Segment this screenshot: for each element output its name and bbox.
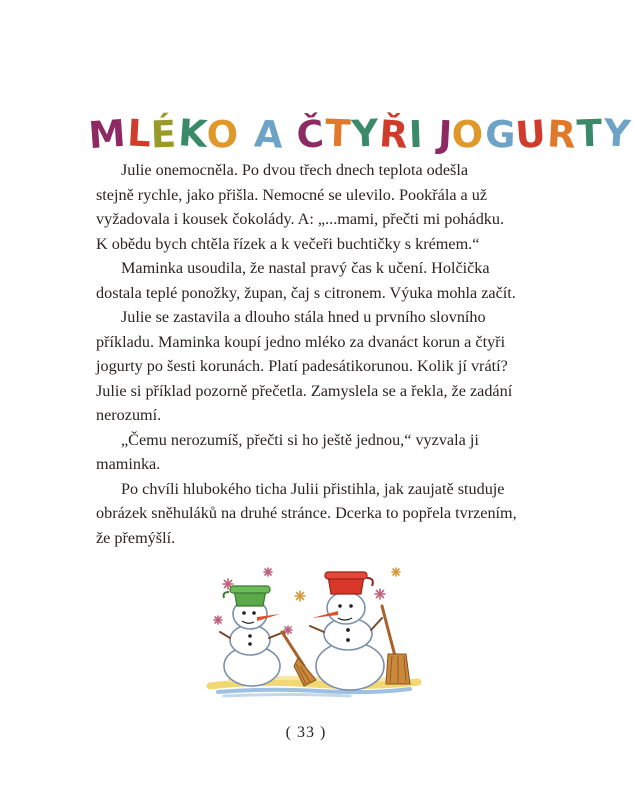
title-letter	[424, 111, 438, 159]
right-snowman	[310, 572, 410, 690]
title-letter: I	[408, 112, 425, 157]
title-letter: G	[484, 112, 518, 157]
title-letter: J	[436, 112, 454, 157]
title-letter: Y	[350, 111, 381, 156]
title-letter	[240, 111, 254, 159]
title-letter: É	[150, 112, 179, 157]
title-letter: O	[205, 111, 241, 157]
title-letter: L	[126, 111, 153, 156]
text-line: obrázek sněhuláků na druhé stránce. Dcerka to popřela tvrzením,	[96, 504, 517, 522]
paragraph	[96, 428, 526, 477]
chapter-title	[87, 110, 633, 159]
title-letter: Y	[602, 110, 633, 156]
text-line: dostala teplé ponožky, župan, čaj s citronem. Výuka mohla začít.	[96, 283, 516, 302]
paragraph	[96, 256, 526, 305]
text-line: „Čemu nerozumíš, přečti si ho ještě jednou,“ vyzvala ji	[121, 430, 479, 449]
title-letter: U	[514, 111, 549, 157]
title-letter: M	[87, 111, 128, 158]
paragraph	[96, 477, 526, 551]
title-letter: Ř	[378, 111, 411, 157]
title-letter: K	[176, 110, 210, 156]
chapter-body	[96, 158, 526, 550]
title-letter: A	[252, 112, 285, 157]
text-line: vyžadovala i kousek čokolády. A: „...mami, přečti mi pohádku.	[96, 210, 505, 228]
text-line: jogurty po šesti korunách. Platí padesátikorunou. Kolik jí vrátí?	[96, 357, 508, 375]
text-line: nerozumí.	[96, 406, 162, 424]
text-line: maminka.	[96, 455, 161, 473]
title-letter: O	[451, 111, 486, 157]
paragraph	[96, 305, 526, 428]
paragraph	[96, 158, 526, 256]
text-line: Maminka usoudila, že nastal pravý čas k učení. Holčička	[121, 259, 490, 277]
text-line: K obědu bych chtěla řízek a k večeři buchtičky s krémem.“	[96, 234, 480, 253]
text-line: Po chvíli hlubokého ticha Julii přistihla, jak zaujatě studuje	[121, 479, 505, 498]
snowmen-illustration-icon	[200, 562, 425, 702]
left-snowman	[220, 586, 316, 686]
text-line: Julie onemocněla. Po dvou třech dnech teplota odešla	[121, 161, 469, 179]
title-letter: T	[324, 111, 353, 156]
title-letter: T	[575, 111, 604, 156]
title-letter: R	[546, 112, 579, 157]
text-line: že přemýšlí.	[96, 528, 176, 547]
text-line: stejně rychle, jako přišla. Nemocné se ulevilo. Pookřála a už	[96, 185, 488, 204]
page-number: ( 33 )	[285, 724, 327, 741]
title-letter: Č	[295, 111, 327, 157]
text-line: příkladu. Maminka koupí jedno mléko za dvanáct korun a čtyři	[96, 332, 506, 351]
text-line: Julie se zastavila a dlouho stála hned u prvního slovního	[121, 308, 486, 326]
text-line: Julie si příklad pozorně přečetla. Zamyslela se a řekla, že zadání	[96, 381, 513, 400]
